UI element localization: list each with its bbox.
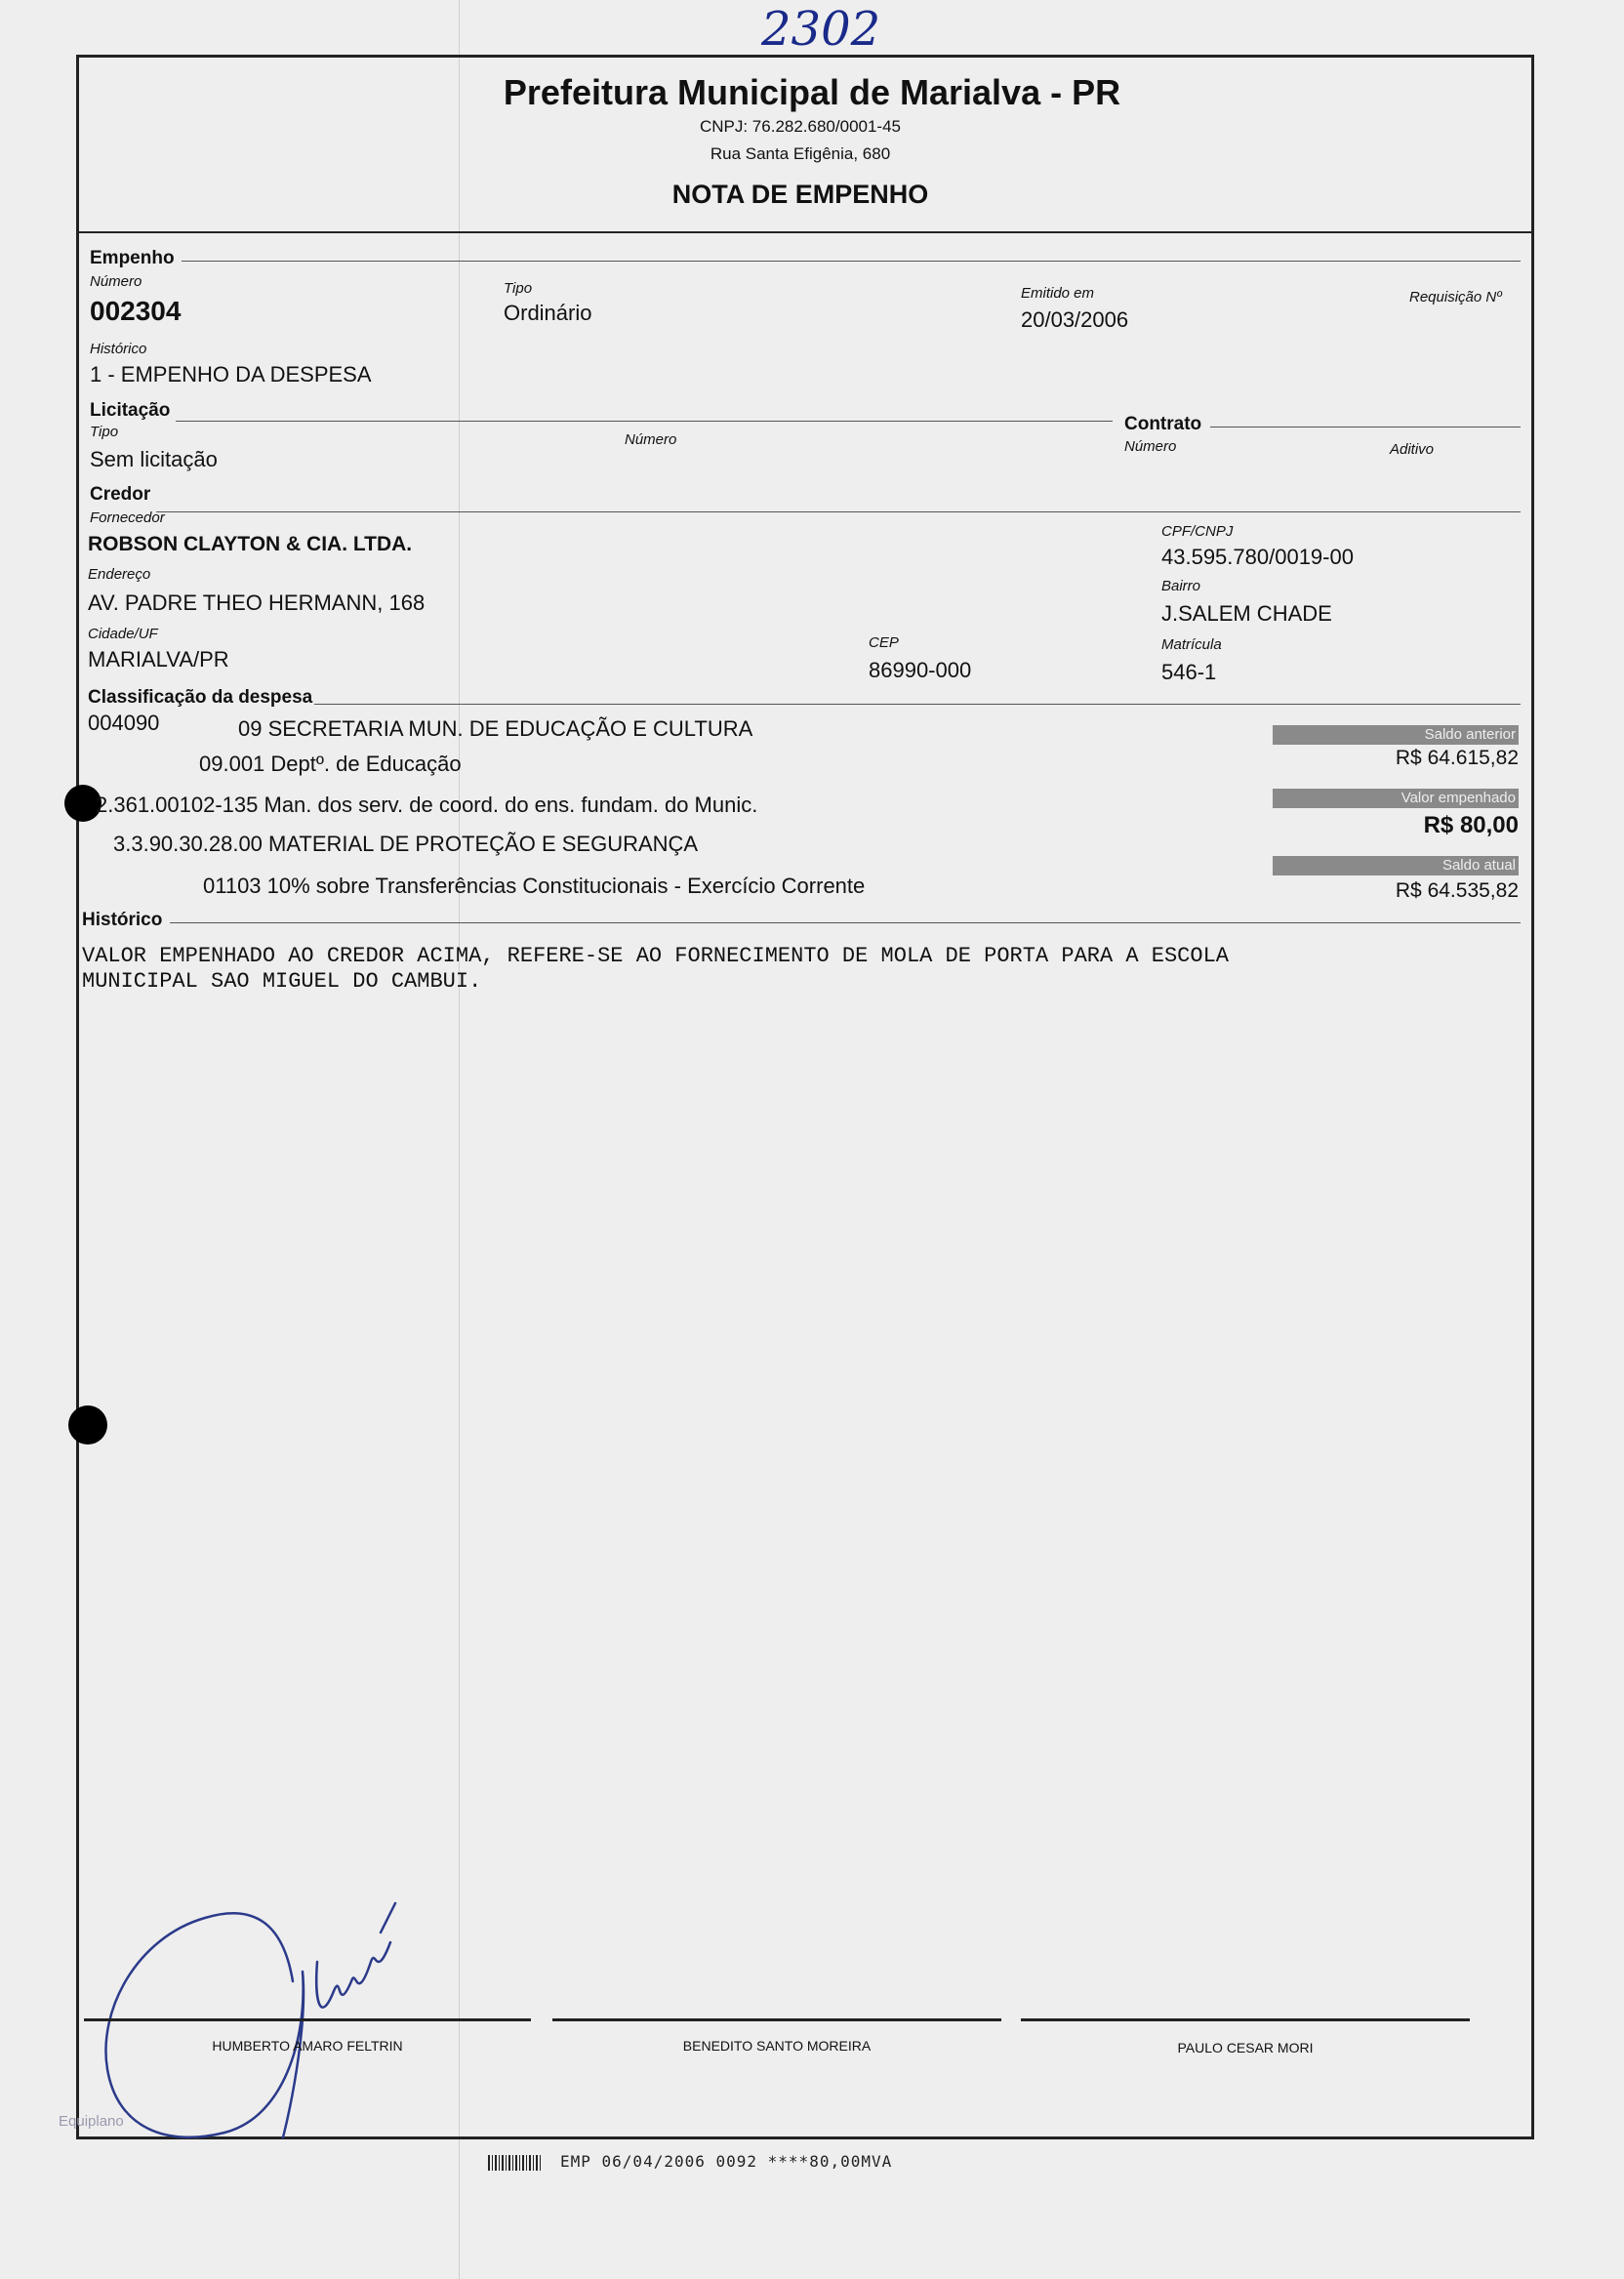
- label-requisicao: Requisição Nº: [1409, 289, 1502, 305]
- classificacao-line1: 09 SECRETARIA MUN. DE EDUCAÇÃO E CULTURA: [238, 716, 753, 741]
- credor-cidade: MARIALVA/PR: [88, 647, 229, 671]
- org-address: Rua Santa Efigênia, 680: [710, 144, 891, 163]
- signature-name-3: PAULO CESAR MORI: [1177, 2040, 1314, 2055]
- label-aditivo: Aditivo: [1390, 441, 1435, 458]
- label-endereco: Endereço: [88, 566, 151, 583]
- bar-saldo-anterior: Saldo anterior: [1273, 725, 1519, 745]
- header-separator: [76, 231, 1534, 233]
- signature-name-1: HUMBERTO AMARO FELTRIN: [212, 2038, 403, 2054]
- rule-classificacao: [314, 704, 1521, 705]
- section-classificacao: Classificação da despesa: [88, 687, 313, 708]
- credor-fornecedor: ROBSON CLAYTON & CIA. LTDA.: [88, 533, 413, 555]
- label-emitido: Emitido em: [1021, 285, 1095, 302]
- org-title: Prefeitura Municipal de Marialva - PR: [503, 72, 1121, 112]
- empenho-numero: 002304: [90, 296, 182, 326]
- label-bairro: Bairro: [1161, 578, 1201, 594]
- footer-stamp: [488, 2152, 892, 2171]
- barcode-icon: [488, 2155, 543, 2171]
- credor-matricula: 546-1: [1161, 660, 1217, 684]
- org-cnpj: CNPJ: 76.282.680/0001-45: [699, 117, 902, 136]
- section-licitacao: Licitação: [90, 400, 171, 421]
- label-matricula: Matrícula: [1161, 636, 1222, 653]
- credor-cpf: 43.595.780/0019-00: [1161, 545, 1354, 569]
- classificacao-line4: 3.3.90.30.28.00 MATERIAL DE PROTEÇÃO E SEGURANÇA: [113, 832, 699, 856]
- bar-saldo-atual: Saldo atual: [1273, 856, 1519, 875]
- rule-licitacao: [176, 421, 1113, 422]
- handwritten-signature: [59, 1845, 468, 2157]
- credor-bairro: J.SALEM CHADE: [1161, 601, 1332, 626]
- licitacao-tipo: Sem licitação: [90, 447, 218, 471]
- signature-name-2: BENEDITO SANTO MOREIRA: [682, 2038, 872, 2054]
- document-title: NOTA DE EMPENHO: [671, 180, 929, 209]
- signature-line-1: [84, 2018, 531, 2021]
- rule-credor: [156, 511, 1521, 512]
- footer-brand: Equiplano: [59, 2113, 124, 2130]
- classificacao-line5: 01103 10% sobre Transferências Constitucionais - Exercício Corrente: [203, 874, 866, 898]
- section-contrato: Contrato: [1124, 414, 1202, 434]
- saldo-atual: R$ 64.535,82: [1395, 879, 1519, 902]
- section-empenho: Empenho: [90, 248, 175, 268]
- classificacao-code: 004090: [88, 711, 160, 735]
- label-numero: Número: [90, 273, 142, 290]
- label-tipo: Tipo: [504, 280, 533, 297]
- label-contrato-numero: Número: [1124, 438, 1177, 455]
- credor-endereco: AV. PADRE THEO HERMANN, 168: [88, 590, 426, 615]
- rule-historico: [170, 922, 1521, 923]
- footer-stamp-text: EMP 06/04/2006 0092 ****80,00MVA: [560, 2152, 893, 2171]
- label-historico-empenho: Histórico: [90, 341, 147, 357]
- saldo-anterior: R$ 64.615,82: [1395, 747, 1519, 769]
- signature-line-2: [552, 2018, 1001, 2021]
- section-historico: Histórico: [82, 910, 163, 930]
- bar-valor-empenhado: Valor empenhado: [1273, 789, 1519, 808]
- empenho-emitido: 20/03/2006: [1021, 307, 1129, 332]
- empenho-tipo: Ordinário: [504, 301, 592, 325]
- rule-empenho: [182, 261, 1521, 262]
- section-credor: Credor: [90, 484, 151, 505]
- label-licitacao-numero: Número: [625, 431, 677, 448]
- label-cep: CEP: [869, 634, 899, 651]
- classificacao-line3: 2.361.00102-135 Man. dos serv. de coord. do ens. fundam. do Munic.: [96, 793, 758, 817]
- valor-empenhado: R$ 80,00: [1423, 812, 1519, 838]
- label-cidade: Cidade/UF: [88, 626, 158, 642]
- historico-line1: VALOR EMPENHADO AO CREDOR ACIMA, REFERE-SE AO FORNECIMENTO DE MOLA DE PORTA PARA A ESCOLA: [82, 944, 1229, 968]
- signature-line-3: [1021, 2018, 1470, 2021]
- handwritten-number: 2302: [761, 2, 881, 57]
- label-licitacao-tipo: Tipo: [90, 424, 119, 440]
- credor-cep: 86990-000: [869, 658, 972, 682]
- classificacao-line2: 09.001 Deptº. de Educação: [199, 752, 462, 776]
- punch-hole-middle: [68, 1405, 107, 1445]
- label-cpf: CPF/CNPJ: [1161, 523, 1234, 540]
- label-fornecedor: Fornecedor: [90, 509, 165, 526]
- empenho-historico: 1 - EMPENHO DA DESPESA: [90, 362, 372, 387]
- historico-line2: MUNICIPAL SAO MIGUEL DO CAMBUI.: [82, 969, 482, 994]
